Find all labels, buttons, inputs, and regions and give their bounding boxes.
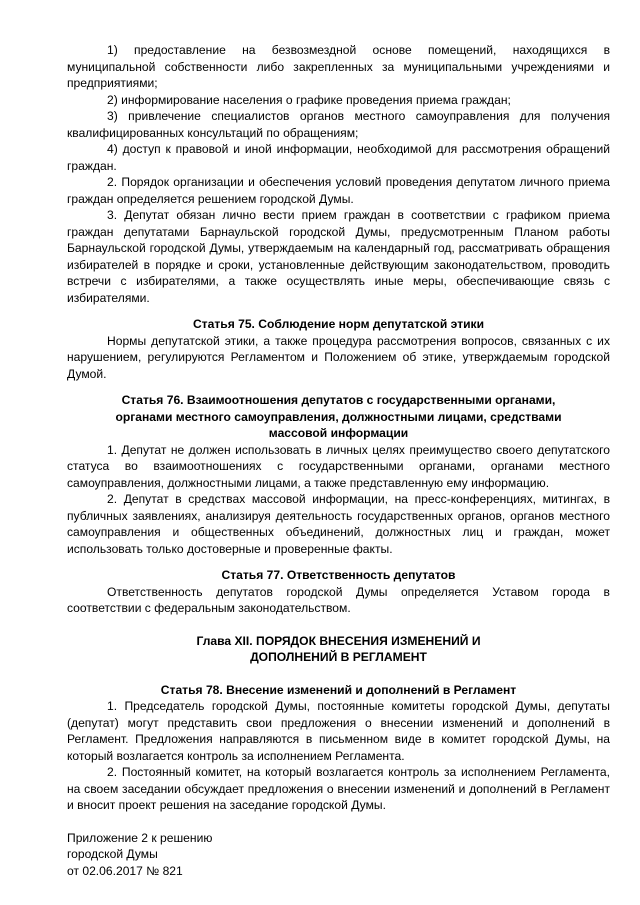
intro-item-1: 1) предоставление на безвозмездной основе помещений, находящихся в муниципальной собственности либо закрепленных за муниципальными учреждениями и предприятиями; <box>67 43 610 90</box>
article-76-title-line-3: массовой информации <box>268 426 409 440</box>
intro-item-2: 2) информирование населения о графике проведения приема граждан; <box>107 92 511 107</box>
article-78-title: Статья 78. Внесение изменений и дополнений в Регламент <box>160 682 517 697</box>
article-76-paragraph-1: 1. Депутат не должен использовать в личных целях преимущество своего депутатского статуса во взаимоотношениях с государственными органами, органами местного самоуправления, должностными лицами, а также представленную ему информацию. <box>67 442 610 490</box>
chapter-12-title <box>67 633 610 666</box>
article-77-paragraph: Ответственность депутатов городской Думы определяется Уставом города в соответствии с федеральным законодательством. <box>67 584 610 615</box>
chapter-12-title-line-2: ДОПОЛНЕНИЙ В РЕГЛАМЕНТ <box>250 650 427 664</box>
chapter-12-title-line-1: Глава XII. ПОРЯДОК ВНЕСЕНИЯ ИЗМЕНЕНИЙ И <box>196 633 481 648</box>
appendix-line-2: городской Думы <box>67 847 158 861</box>
appendix-line-1: Приложение 2 к решению <box>67 830 213 845</box>
article-75-paragraph: Нормы депутатской этики, а также процедура рассмотрения вопросов, связанных с их нарушением, регулируются Регламентом и Положением об этике, утверждаемым городской Думой. <box>67 333 610 381</box>
intro-paragraph-2: 2. Порядок организации и обеспечения условий проведения депутатом личного приема граждан определяется решением городской Думы. <box>67 175 610 206</box>
intro-paragraph-3: 3. Депутат обязан лично вести прием граждан в соответствии с графиком приема граждан депутатами Барнаульской городской Думы, предусмотренным Планом работы Барнаульской городской Думы, утверждаемым на календарный год, рассматривать обращения избирателей в порядке и сроки, установленные действующим законодательством, проводить встречи с избирателями, а также осуществлять иные меры, обеспечивающие связь с избирателями. <box>67 208 610 305</box>
article-77-title: Статья 77. Ответственность депутатов <box>221 568 456 582</box>
appendix-note <box>67 830 610 880</box>
article-76-title <box>67 392 610 442</box>
article-76-paragraph-2: 2. Депутат в средствах массовой информации, на пресс-конференциях, митингах, в публичных заявлениях, анализируя деятельность государственных органов, органов местного самоуправления и общественных объединений, должностных лиц и граждан, может использовать только достоверные и проверенные факты. <box>67 492 610 556</box>
appendix-line-3: от 02.06.2017 № 821 <box>67 863 183 878</box>
article-76-title-line-2: органами местного самоуправления, должностными лицами, средствами <box>115 409 562 424</box>
intro-item-3: 3) привлечение специалистов органов местного самоуправления для получения квалифицированных консультаций по обращениям; <box>67 109 610 140</box>
article-78-paragraph-2: 2. Постоянный комитет, на который возлагается контроль за исполнением Регламента, на своем заседании обсуждает предложения о внесении изменений и дополнений в Регламент и вносит проект решения на заседание городской Думы. <box>67 765 610 812</box>
intro-item-4: 4) доступ к правовой и иной информации, необходимой для рассмотрения обращений граждан. <box>67 142 610 173</box>
document-page <box>67 42 610 879</box>
article-75-title: Статья 75. Соблюдение норм депутатской этики <box>192 317 485 331</box>
article-76-title-line-1: Статья 76. Взаимоотношения депутатов с государственными органами, <box>121 393 556 407</box>
article-78-paragraph-1: 1. Председатель городской Думы, постоянные комитеты городской Думы, депутаты (депутат) могут представить свои предложения о внесении изменений и дополнений в Регламент. Предложения направляются в письменном виде в комитет городской Думы, на который возлагается контроль за исполнением Регламента. <box>67 699 610 763</box>
